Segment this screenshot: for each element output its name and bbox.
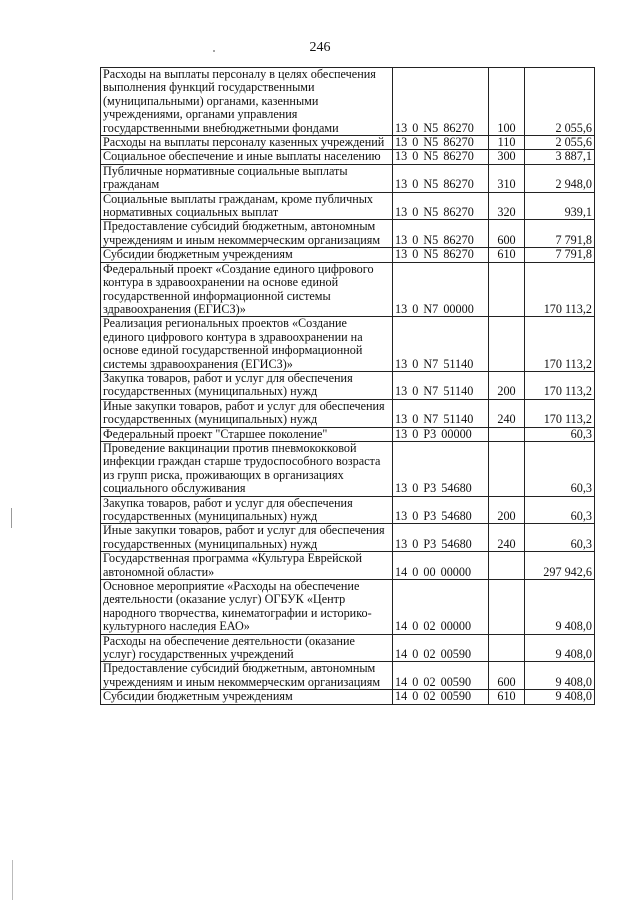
row-code: 13 0 N5 86270 <box>393 68 489 136</box>
row-name: Закупка товаров, работ и услуг для обеспечения государственных (муниципальных) нужд <box>101 496 393 524</box>
row-kind: 320 <box>489 192 525 220</box>
row-kind <box>489 580 525 635</box>
row-sum: 60,3 <box>525 524 595 552</box>
table-row <box>101 441 595 496</box>
row-name: Иные закупки товаров, работ и услуг для обеспечения государственных (муниципальных) нужд <box>101 399 393 427</box>
row-name: Проведение вакцинации против пневмококковой инфекции граждан старше трудоспособного возраста из групп риска, проживающих в организациях социального обслуживания <box>101 441 393 496</box>
table-row <box>101 427 595 441</box>
row-code: 13 0 N5 86270 <box>393 220 489 248</box>
row-name: Расходы на обеспечение деятельности (оказание услуг) государственных учреждений <box>101 634 393 662</box>
row-code: 13 0 N5 86270 <box>393 150 489 164</box>
scan-margin-line <box>12 860 13 900</box>
row-name: Закупка товаров, работ и услуг для обеспечения государственных (муниципальных) нужд <box>101 371 393 399</box>
scan-margin-mark <box>11 508 12 528</box>
page-number: 246 <box>309 40 331 55</box>
table-row <box>101 68 595 136</box>
row-code: 13 0 N7 51140 <box>393 317 489 372</box>
table-row <box>101 136 595 150</box>
table-row <box>101 192 595 220</box>
row-kind: 240 <box>489 399 525 427</box>
row-sum: 939,1 <box>525 192 595 220</box>
row-code: 13 0 P3 00000 <box>393 427 489 441</box>
row-code: 13 0 N5 86270 <box>393 164 489 192</box>
row-kind <box>489 552 525 580</box>
row-sum: 2 055,6 <box>525 136 595 150</box>
row-code: 14 0 02 00590 <box>393 662 489 690</box>
row-sum: 60,3 <box>525 441 595 496</box>
row-sum: 170 113,2 <box>525 371 595 399</box>
row-kind <box>489 317 525 372</box>
row-name: Субсидии бюджетным учреждениям <box>101 248 393 262</box>
budget-table <box>100 67 595 705</box>
row-name: Государственная программа «Культура Еврейской автономной области» <box>101 552 393 580</box>
row-name: Расходы на выплаты персоналу казенных учреждений <box>101 136 393 150</box>
table-row <box>101 399 595 427</box>
row-sum: 9 408,0 <box>525 662 595 690</box>
row-kind: 200 <box>489 371 525 399</box>
row-kind: 610 <box>489 248 525 262</box>
table-row <box>101 662 595 690</box>
row-code: 13 0 N5 86270 <box>393 192 489 220</box>
table-row <box>101 262 595 317</box>
row-sum: 7 791,8 <box>525 220 595 248</box>
table-row <box>101 580 595 635</box>
row-kind: 600 <box>489 662 525 690</box>
row-name: Реализация региональных проектов «Создание единого цифрового контура в здравоохранении на основе единой государственной информационной системы здравоохранения (ЕГИСЗ)» <box>101 317 393 372</box>
table-row <box>101 317 595 372</box>
row-code: 13 0 P3 54680 <box>393 496 489 524</box>
row-name: Публичные нормативные социальные выплаты гражданам <box>101 164 393 192</box>
row-kind: 240 <box>489 524 525 552</box>
table-row <box>101 634 595 662</box>
table-row <box>101 552 595 580</box>
row-name: Субсидии бюджетным учреждениям <box>101 690 393 704</box>
row-code: 13 0 N5 86270 <box>393 136 489 150</box>
row-sum: 297 942,6 <box>525 552 595 580</box>
table-row <box>101 248 595 262</box>
row-name: Федеральный проект «Создание единого цифрового контура в здравоохранении на основе единой государственной информационной системы здравоохранения (ЕГИСЗ)» <box>101 262 393 317</box>
row-kind: 300 <box>489 150 525 164</box>
row-kind: 200 <box>489 496 525 524</box>
row-sum: 2 055,6 <box>525 68 595 136</box>
row-sum: 9 408,0 <box>525 634 595 662</box>
row-kind: 110 <box>489 136 525 150</box>
row-code: 14 0 02 00000 <box>393 580 489 635</box>
budget-table-body <box>101 68 595 705</box>
row-name: Предоставление субсидий бюджетным, автономным учреждениям и иным некоммерческим организациям <box>101 662 393 690</box>
row-kind: 310 <box>489 164 525 192</box>
row-name: Расходы на выплаты персоналу в целях обеспечения выполнения функций государственными (муниципальными) органами, казенными учреждениями, органами управления государственными внебюджетными фондами <box>101 68 393 136</box>
row-sum: 170 113,2 <box>525 399 595 427</box>
row-sum: 2 948,0 <box>525 164 595 192</box>
row-kind <box>489 634 525 662</box>
row-sum: 3 887,1 <box>525 150 595 164</box>
row-sum: 60,3 <box>525 496 595 524</box>
row-sum: 9 408,0 <box>525 580 595 635</box>
row-code: 14 0 02 00590 <box>393 690 489 704</box>
row-code: 14 0 02 00590 <box>393 634 489 662</box>
table-row <box>101 150 595 164</box>
row-code: 13 0 P3 54680 <box>393 524 489 552</box>
row-code: 13 0 N5 86270 <box>393 248 489 262</box>
row-code: 13 0 P3 54680 <box>393 441 489 496</box>
row-name: Социальное обеспечение и иные выплаты населению <box>101 150 393 164</box>
row-sum: 170 113,2 <box>525 262 595 317</box>
row-name: Иные закупки товаров, работ и услуг для обеспечения государственных (муниципальных) нужд <box>101 524 393 552</box>
row-sum: 170 113,2 <box>525 317 595 372</box>
row-sum: 60,3 <box>525 427 595 441</box>
table-row <box>101 524 595 552</box>
row-name: Предоставление субсидий бюджетным, автономным учреждениям и иным некоммерческим организациям <box>101 220 393 248</box>
row-name: Социальные выплаты гражданам, кроме публичных нормативных социальных выплат <box>101 192 393 220</box>
table-row <box>101 690 595 704</box>
table-row <box>101 371 595 399</box>
row-sum: 9 408,0 <box>525 690 595 704</box>
row-kind <box>489 427 525 441</box>
table-row <box>101 496 595 524</box>
row-name: Основное мероприятие «Расходы на обеспечение деятельности (оказание услуг) ОГБУК «Центр народного творчества, кинематографии и историко-культурного наследия ЕАО» <box>101 580 393 635</box>
row-code: 13 0 N7 51140 <box>393 399 489 427</box>
row-kind: 610 <box>489 690 525 704</box>
scan-dot <box>213 50 215 52</box>
row-sum: 7 791,8 <box>525 248 595 262</box>
row-name: Федеральный проект "Старшее поколение" <box>101 427 393 441</box>
row-kind <box>489 441 525 496</box>
row-kind: 600 <box>489 220 525 248</box>
table-row <box>101 164 595 192</box>
row-code: 14 0 00 00000 <box>393 552 489 580</box>
row-code: 13 0 N7 00000 <box>393 262 489 317</box>
row-kind <box>489 262 525 317</box>
row-code: 13 0 N7 51140 <box>393 371 489 399</box>
table-row <box>101 220 595 248</box>
row-kind: 100 <box>489 68 525 136</box>
